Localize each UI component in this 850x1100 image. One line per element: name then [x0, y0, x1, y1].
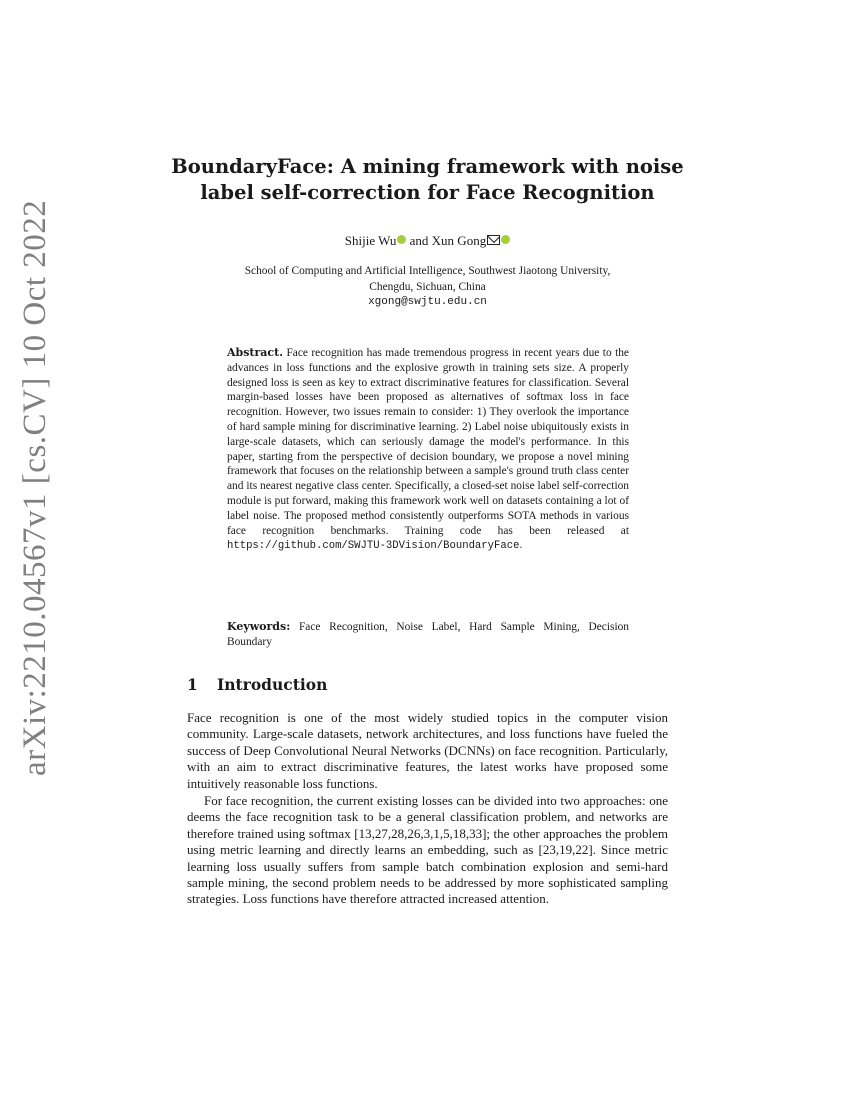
- keywords-label: Keywords:: [227, 620, 291, 633]
- author-email[interactable]: xgong@swjtu.edu.cn: [368, 296, 487, 308]
- affiliation-block: [140, 264, 715, 311]
- section-number: 1: [187, 675, 198, 694]
- code-link[interactable]: https://github.com/SWJTU-3DVision/BoundaryFace: [227, 540, 520, 553]
- body-paragraph: For face recognition, the current existing losses can be divided into two approaches: one deems the face recognition task to be a general classification problem, and networks are therefore trained using softmax [13,27,28,26,3,1,5,18,33]; the other approaches the problem using metric learning and directly learns an embedding, such as [23,19,22]. Since metric learning loss usually suffers from sample batch combination explosion and semi-hard sample mining, the second problem needs to be addressed by more sophisticated sampling strategies. Loss functions have therefore attracted increased attention.: [187, 793, 668, 907]
- orcid-icon[interactable]: [501, 235, 510, 244]
- title-line-2: label self-correction for Face Recognition: [200, 181, 655, 204]
- envelope-icon: [487, 235, 500, 245]
- abstract-end: .: [519, 539, 523, 552]
- title-line-1: BoundaryFace: A mining framework with noise: [171, 155, 684, 178]
- arxiv-identifier: arXiv:2210.04567v1 [cs.CV] 10 Oct 2022: [17, 199, 53, 776]
- paper-title: [140, 154, 715, 206]
- section-heading: [187, 675, 327, 694]
- section-title: Introduction: [217, 675, 328, 694]
- keywords: [227, 620, 629, 650]
- keywords-text: Face Recognition, Noise Label, Hard Sample Mining, Decision Boundary: [227, 621, 629, 648]
- author-list: [140, 233, 715, 249]
- abstract: [227, 346, 629, 554]
- author-name: Shijie Wu: [344, 233, 397, 248]
- affiliation-institution: School of Computing and Artificial Intelligence, Southwest Jiaotong University,: [244, 265, 611, 277]
- affiliation-location: Chengdu, Sichuan, China: [369, 280, 486, 293]
- author-name: Xun Gong: [431, 233, 487, 248]
- abstract-text: Face recognition has made tremendous progress in recent years due to the advances in loss functions and the explosive growth in training sets size. A properly designed loss is seen as key to extract discriminative features for classification. Several margin-based losses have been proposed as alternatives of softmax loss in face recognition. However, two issues remain to consider: 1) They overlook the importance of hard sample mining for discriminative learning. 2) Label noise ubiquitously exists in large-scale datasets, which can seriously damage the model's performance. In this paper, starting from the perspective of decision boundary, we propose a novel mining framework that focuses on the relationship between a sample's ground truth class center and its nearest negative class center. Specifically, a closed-set noise label self-correction module is put forward, making this framework work well on datasets containing a lot of label noise. The proposed method consistently outperforms SOTA methods in various face recognition benchmarks. Training code has been released at: [227, 347, 629, 537]
- abstract-label: Abstract.: [227, 346, 284, 359]
- body-paragraph: Face recognition is one of the most widely studied topics in the computer vision community. Large-scale datasets, network architectures, and loss functions have fueled the success of Deep Convolutional Neural Networks (DCNNs) on face recognition. Particularly, with an aim to extract discriminative features, the latest works have proposed some intuitively reasonable loss functions.: [187, 710, 668, 791]
- author-connector: and: [406, 233, 432, 248]
